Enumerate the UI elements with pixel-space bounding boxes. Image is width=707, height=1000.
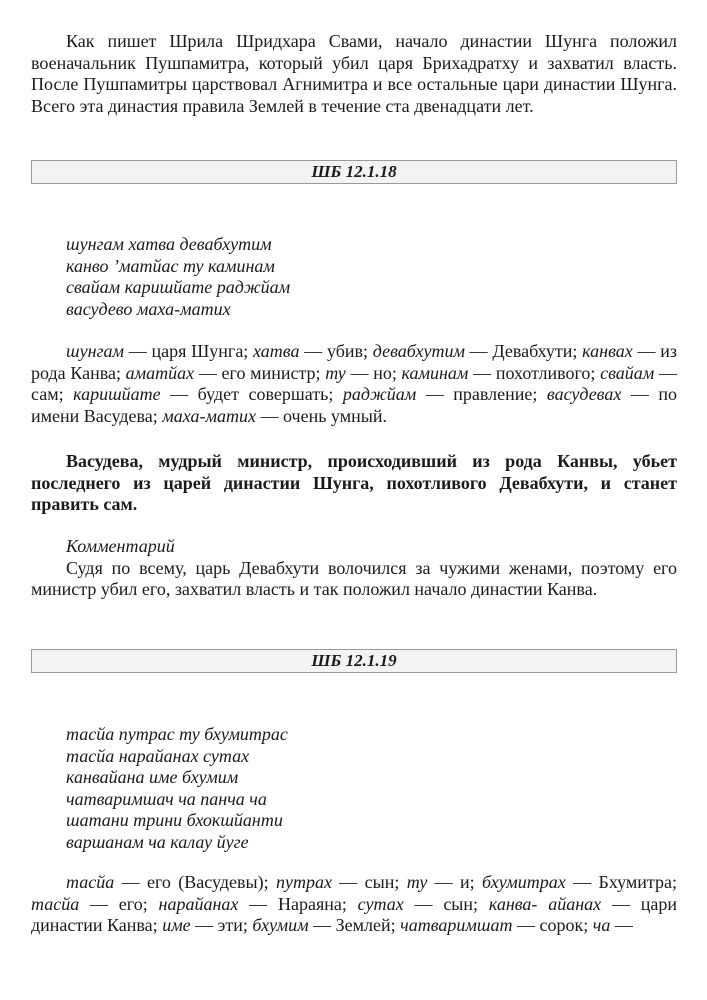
term-translation: — эти; <box>190 915 253 936</box>
term-translation: — будет совершать; <box>160 384 343 405</box>
term-translation: — его министр; <box>194 362 326 383</box>
term-translation: — его; <box>79 893 159 914</box>
sanskrit-term: аматйах <box>125 362 195 383</box>
verse-line: васудево маха-матих <box>66 298 231 319</box>
verse-line: шунгам хатва девабхутим <box>66 234 272 254</box>
sanskrit-term: васудевах <box>546 384 622 405</box>
verse-line: канво ’матйас ту каминам <box>66 255 275 276</box>
sanskrit-term: раджйам <box>342 384 417 405</box>
intro-paragraph: Как пишет Шрила Шридхара Свами, начало династии Шунга положил военачальник Пушпамитра, который убил царя Брихадратху и захватил власть. После Пушпамитры царствовал Агнимитра и все остальные цари династии Шунга. Всего эта династия правила Землей в течение ста двенадцати лет. <box>31 31 677 116</box>
term-translation: — Землей; <box>308 915 401 936</box>
sanskrit-term: чатваримшат <box>400 915 513 936</box>
term-translation: — похотливого; <box>468 362 601 383</box>
sanskrit-term: канвах <box>582 341 633 361</box>
sanskrit-term: сутах <box>357 893 404 914</box>
term-translation: — цари династии Канва; <box>31 893 677 936</box>
commentary-section <box>31 536 677 601</box>
term-translation: — правление; <box>416 384 547 405</box>
verse-line: канвайана име бхумим <box>66 767 239 788</box>
translation-paragraph: Васудева, мудрый министр, происходивший из рода Канвы, убьет последнего из царей династии Шунга, похотливого Девабхути, и станет править сам. <box>31 451 677 515</box>
sanskrit-term: каришйате <box>73 384 161 405</box>
sanskrit-term: бхумитрах <box>482 872 566 892</box>
term-translation: — Бхумитра; <box>565 872 677 892</box>
sanskrit-term: тасйа <box>66 872 115 892</box>
term-translation: — по имени Васудева; <box>31 384 678 426</box>
sanskrit-term: путрах <box>275 872 332 892</box>
sanskrit-term: каминам <box>401 362 469 383</box>
term-translation: — <box>610 915 633 936</box>
verse-line: шатани трини бхокшйанти <box>66 810 283 831</box>
term-translation: — и; <box>427 872 483 892</box>
verse-line: чатваримшач ча панча ча <box>66 788 267 809</box>
sanskrit-term: нарайанах <box>158 893 239 914</box>
sanskrit-term: канва- айанах <box>488 893 602 914</box>
term-translation: — Нараяна; <box>238 893 358 914</box>
synonyms-paragraph <box>31 341 677 427</box>
sanskrit-term: свайам <box>600 362 655 383</box>
sanskrit-term: ту <box>325 362 346 383</box>
term-translation: — сорок; <box>512 915 593 936</box>
sanskrit-term: име <box>162 915 191 936</box>
term-translation: — очень умный. <box>256 405 387 426</box>
term-translation: — царя Шунга; <box>124 341 254 361</box>
verse-line: варшанам ча калау йуге <box>66 831 249 852</box>
verse-line: тасйа путрас ту бхумитрас <box>66 724 288 744</box>
term-translation: — из рода Канва; <box>31 341 677 383</box>
sanskrit-term: шунгам <box>66 341 125 361</box>
term-translation: — сын; <box>331 872 407 892</box>
verse-line: тасйа нарайанах сутах <box>66 745 250 766</box>
term-translation: — убив; <box>299 341 373 361</box>
sanskrit-term: ча <box>592 915 611 936</box>
verse-line: свайам каришйате раджйам <box>66 277 291 298</box>
verse-heading: ШБ 12.1.19 <box>31 649 677 673</box>
sanskrit-term: ту <box>406 872 428 892</box>
sanskrit-term: тасйа <box>31 893 80 914</box>
commentary-label: Комментарий <box>66 536 175 556</box>
sanskrit-term: бхумим <box>252 915 309 936</box>
synonyms-paragraph <box>31 872 677 937</box>
verse-text <box>66 724 666 854</box>
verse-text <box>66 234 666 320</box>
term-translation: — сын; <box>403 893 489 914</box>
term-translation: — Девабхути; <box>464 341 583 361</box>
term-translation: — сам; <box>31 362 677 405</box>
sanskrit-term: девабхутим <box>372 341 465 361</box>
sanskrit-term: хатва <box>253 341 300 361</box>
term-translation: — но; <box>345 362 402 383</box>
commentary-paragraph: Судя по всему, царь Девабхути волочился за чужими женами, поэтому его министр убил его, захватил власть и так положил начало династии Канва. <box>31 557 677 600</box>
verse-heading: ШБ 12.1.18 <box>31 160 677 184</box>
term-translation: — его (Васудевы); <box>114 872 276 892</box>
sanskrit-term: маха-матих <box>162 405 257 426</box>
